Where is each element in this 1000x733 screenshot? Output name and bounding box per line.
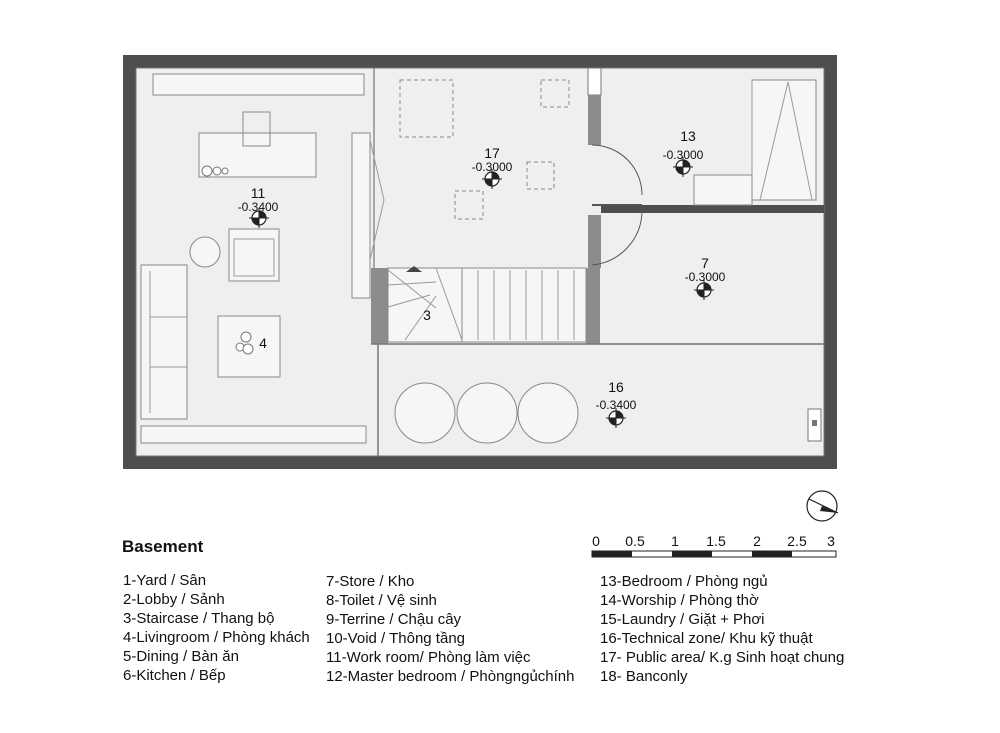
room-3-number: 3 (423, 307, 431, 323)
legend-item: 13-Bedroom / Phòng ngủ (600, 573, 768, 590)
legend-item: 1-Yard / Sân (123, 572, 207, 589)
legend-item: 16-Technical zone/ Khu kỹ thuật (600, 630, 813, 648)
scale-tick-2-5: 2.5 (787, 533, 807, 549)
room-11-level: -0.3400 (237, 200, 279, 214)
scale-bar (592, 533, 836, 557)
legend-item: 5-Dining / Bàn ăn (123, 648, 239, 666)
drawing-title: Basement (122, 537, 204, 556)
room-7-level: -0.3000 (684, 270, 726, 284)
legend-item: 10-Void / Thông tầng (326, 630, 465, 648)
legend-column-3 (600, 572, 844, 687)
legend-item: 11-Work room/ Phòng làm việc (326, 649, 531, 667)
scale-tick-0: 0 (592, 533, 600, 549)
room-17-level: -0.3000 (471, 160, 513, 174)
legend-column-2 (326, 572, 575, 687)
tank-1 (395, 383, 455, 443)
legend-item: 18- Banconly (600, 668, 688, 686)
bottom-shelf (141, 426, 366, 443)
room-7-number: 7 (701, 255, 709, 271)
legend-item: 12-Master bedroom / Phòngngủchính (326, 668, 575, 686)
partition-13-left (588, 95, 601, 145)
partition-13-left-top (588, 68, 601, 95)
room-16-number: 16 (608, 379, 624, 395)
partition-13-7 (601, 205, 824, 213)
scale-tick-2: 2 (753, 533, 761, 549)
room-11-number: 11 (250, 185, 266, 201)
scale-tick-0-5: 0.5 (625, 533, 645, 549)
shelf-top (153, 74, 364, 95)
legend-item: 8-Toilet / Vệ sinh (326, 592, 437, 610)
room-13-level: -0.3000 (662, 148, 704, 162)
scale-tick-1-5: 1.5 (706, 533, 726, 549)
cabinet-13 (694, 175, 752, 205)
legend-item: 15-Laundry / Giặt + Phơi (600, 611, 765, 629)
side-table (190, 237, 220, 267)
legend-item: 2-Lobby / Sảnh (123, 591, 225, 609)
room-16-level: -0.3400 (595, 398, 637, 412)
north-arrow-icon (807, 491, 838, 521)
legend-item: 3-Staircase / Thang bộ (123, 610, 275, 628)
room-4-number: 4 (259, 335, 267, 351)
staircase (388, 268, 586, 342)
legend-item: 4-Livingroom / Phòng khách (123, 629, 310, 647)
cabinet-right (352, 133, 370, 298)
legend-item: 17- Public area/ K.g Sinh hoạt chung (600, 649, 845, 667)
legend-item: 9-Terrine / Chậu cây (326, 611, 462, 629)
legend-item: 14-Worship / Phòng thờ (600, 592, 759, 610)
scale-tick-3: 3 (827, 533, 835, 549)
scale-tick-1: 1 (671, 533, 679, 549)
partition-stair-right (586, 268, 600, 344)
room-13-number: 13 (680, 128, 696, 144)
tank-3 (518, 383, 578, 443)
legend-item: 6-Kitchen / Bếp (123, 667, 226, 685)
partition-stair-left (371, 268, 388, 344)
room-17-number: 17 (484, 145, 500, 161)
armchair (229, 229, 279, 281)
partition-7-left (588, 215, 601, 268)
sofa (141, 265, 187, 419)
tank-2 (457, 383, 517, 443)
legend-column-1 (123, 571, 310, 686)
legend-item: 7-Store / Kho (326, 573, 415, 590)
